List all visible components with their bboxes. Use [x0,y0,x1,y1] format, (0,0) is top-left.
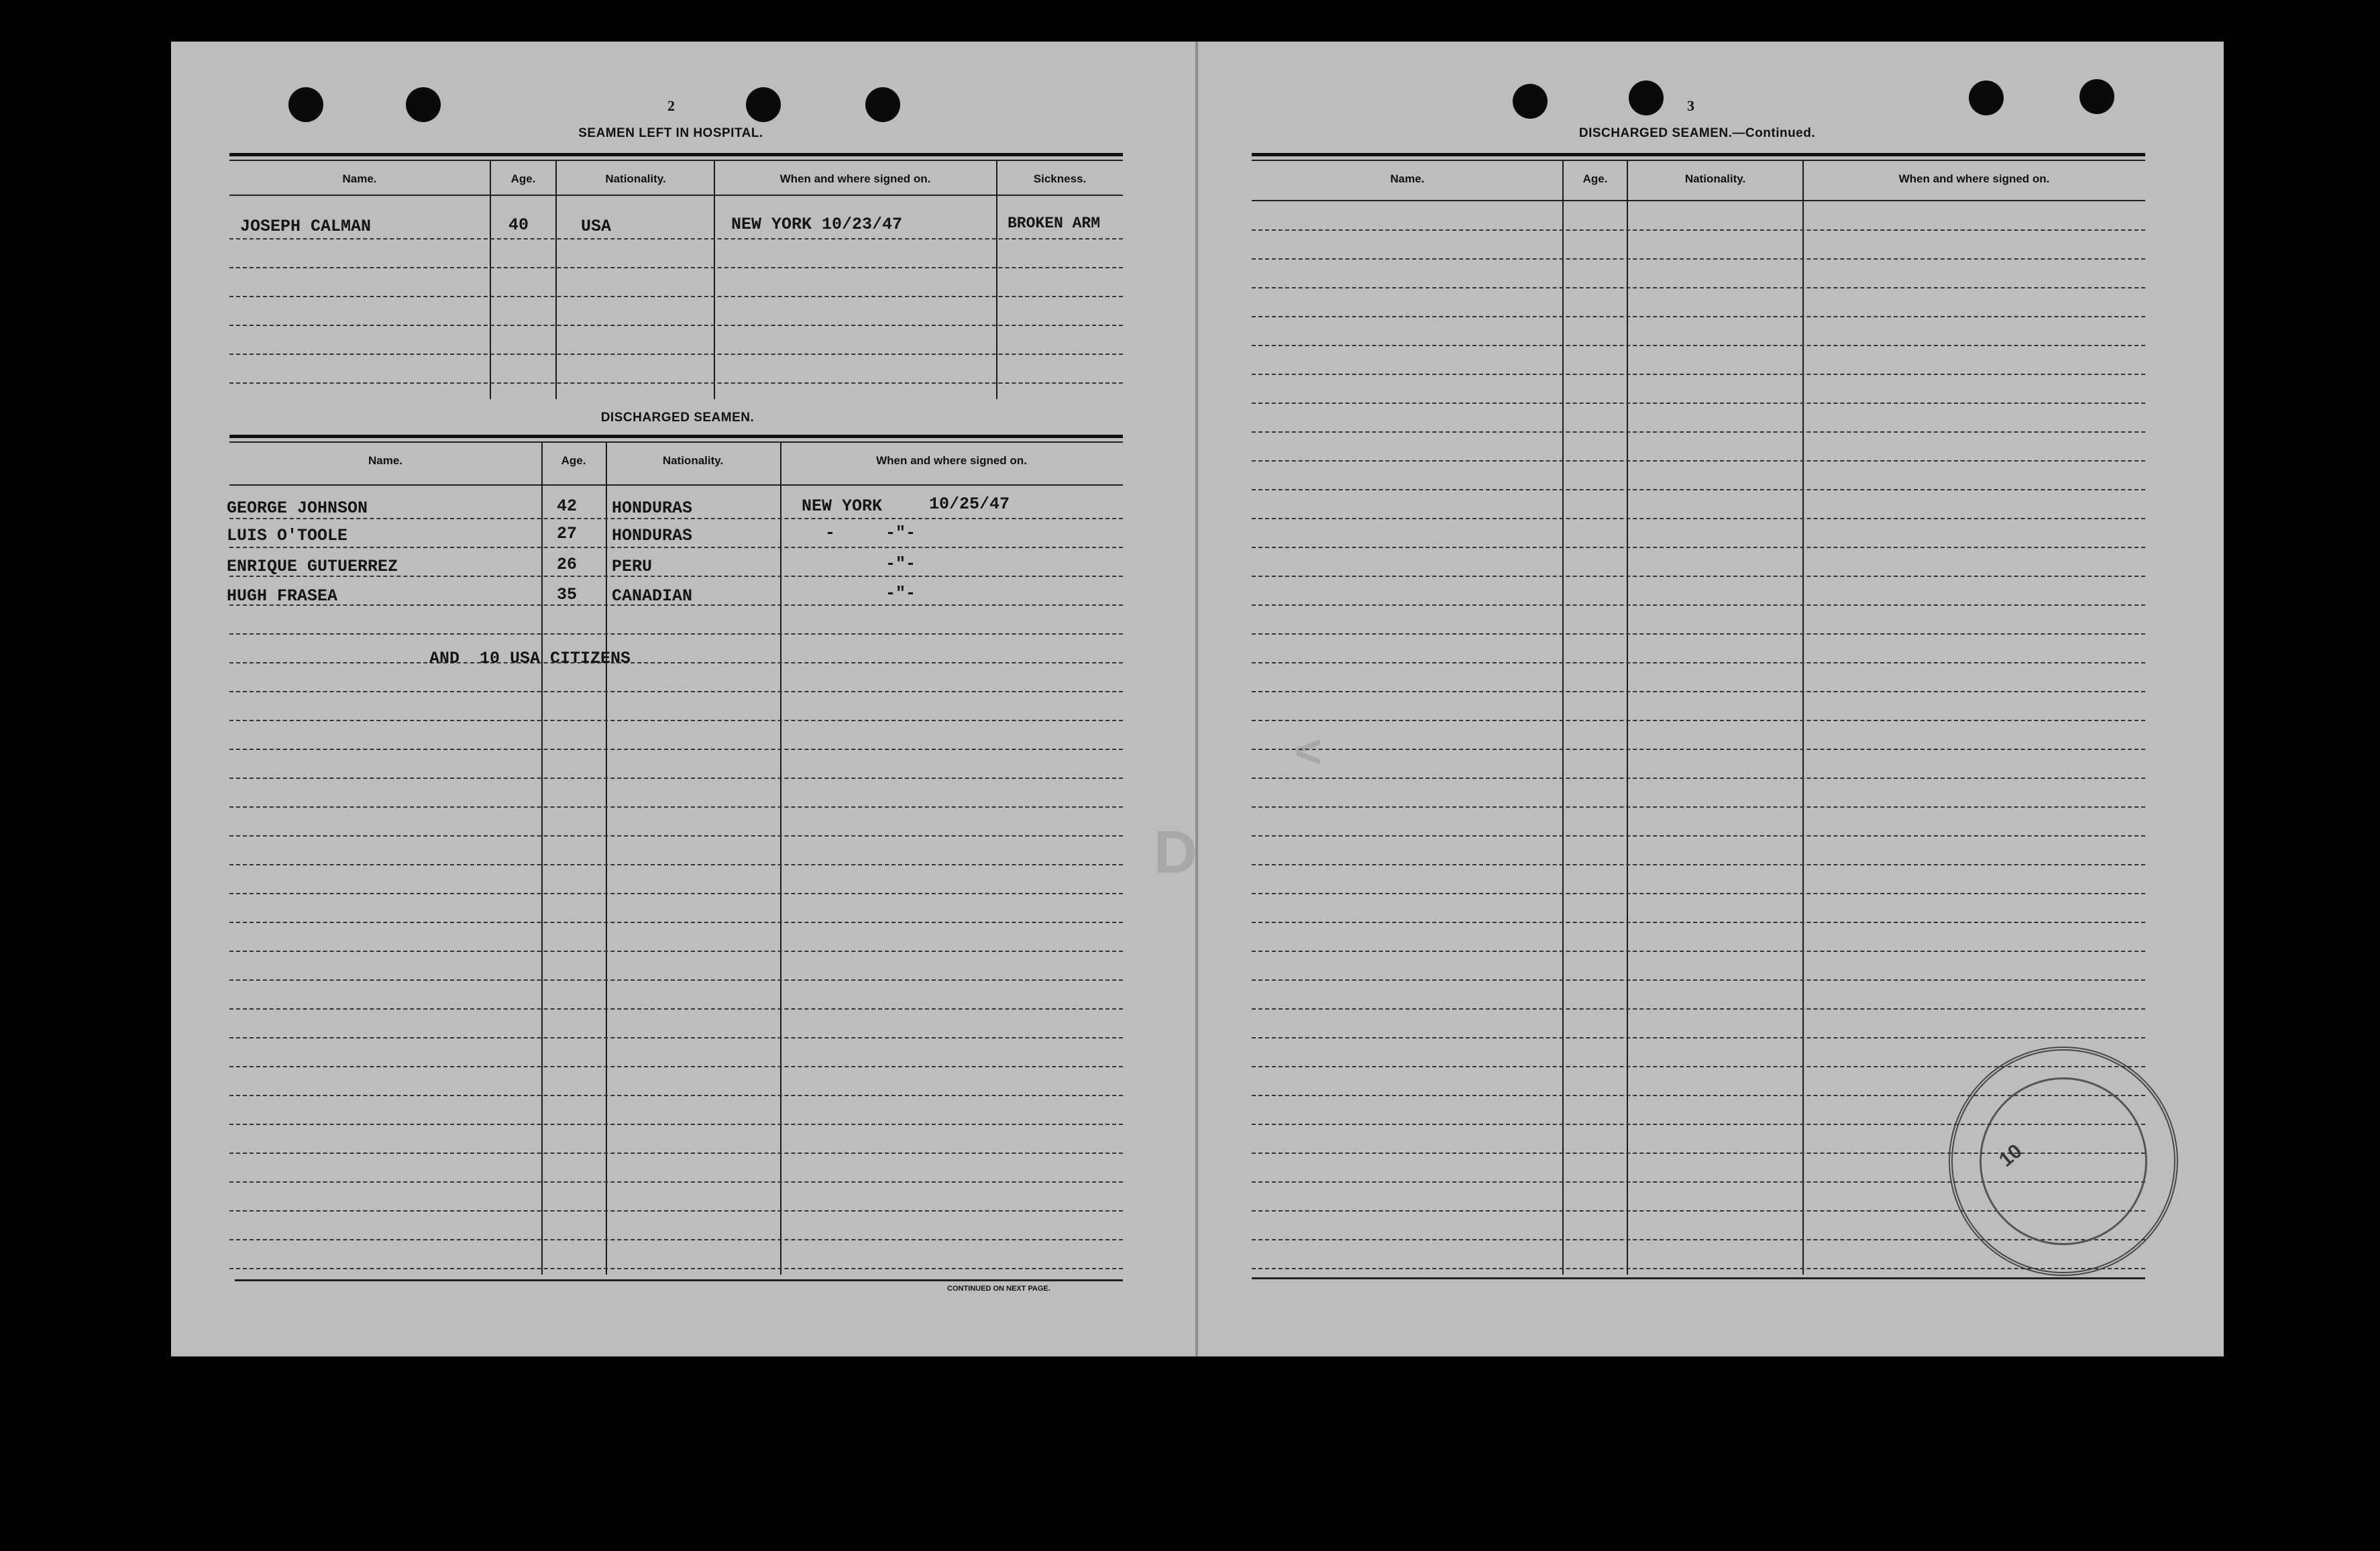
continued-row-lines [1252,0,2145,1551]
discharged-age: 42 [557,496,578,516]
column-header-nationality: Nationality. [1684,172,1746,185]
column-header-age: Age. [1582,172,1608,185]
column-header-nationality: Nationality. [662,454,724,467]
discharged-nationality: CANADIAN [612,586,693,606]
discharged-signed-date: 10/25/47 [929,494,1010,514]
discharged-signed-place: NEW YORK [802,496,883,516]
hospital-signed-on: NEW YORK 10/23/47 [731,215,903,234]
discharged-note: AND 10 USA CITIZENS [429,649,631,668]
column-header-signed-on: When and where signed on. [779,172,931,185]
discharged-name: HUGH FRASEA [227,586,338,606]
official-stamp [1949,1047,2178,1276]
bleed-through-mark: < [1295,725,1332,778]
page-number: 2 [667,97,675,114]
discharged-name: LUIS O'TOOLE [227,526,348,545]
hospital-age: 40 [508,215,529,235]
section-title-discharged-continued: DISCHARGED SEAMEN.—Continued. [1578,126,1816,140]
page-fold [1195,42,1198,1356]
discharged-name: GEORGE JOHNSON [227,498,368,518]
discharged-signed-date: -"- [885,554,916,574]
hospital-nationality: USA [581,217,612,236]
discharged-name: ENRIQUE GUTUERREZ [227,557,398,576]
column-header-name: Name. [1390,172,1425,185]
column-header-age: Age. [561,454,586,467]
discharged-signed-place: - [825,523,836,543]
discharged-row-lines [229,0,1123,1551]
hospital-sickness: BROKEN ARM [1008,215,1101,232]
column-header-age: Age. [510,172,536,185]
column-header-signed-on: When and where signed on. [876,454,1027,467]
column-header-nationality: Nationality. [605,172,666,185]
column-header-sickness: Sickness. [1033,172,1087,185]
discharged-nationality: HONDURAS [612,498,693,518]
bottom-rule [1252,1277,2145,1279]
discharged-signed-date: -"- [885,584,916,603]
bleed-through-mark: D [1154,819,1209,886]
continued-footer: CONTINUED ON NEXT PAGE. [947,1285,1050,1293]
section-title-discharged: DISCHARGED SEAMEN. [600,411,755,425]
column-header-name: Name. [368,454,403,467]
bottom-rule [235,1279,1123,1281]
section-title-hospital: SEAMEN LEFT IN HOSPITAL. [578,126,763,140]
discharged-nationality: HONDURAS [612,526,693,545]
page-number: 3 [1687,97,1694,114]
discharged-age: 26 [557,555,578,574]
discharged-signed-date: -"- [885,523,916,543]
discharged-age: 27 [557,524,578,543]
hospital-name: JOSEPH CALMAN [240,217,372,236]
discharged-age: 35 [557,585,578,604]
column-header-name: Name. [342,172,377,185]
column-header-signed-on: When and where signed on. [1898,172,2050,185]
stamp-text: 10 [1994,1140,2026,1171]
discharged-nationality: PERU [612,557,653,576]
